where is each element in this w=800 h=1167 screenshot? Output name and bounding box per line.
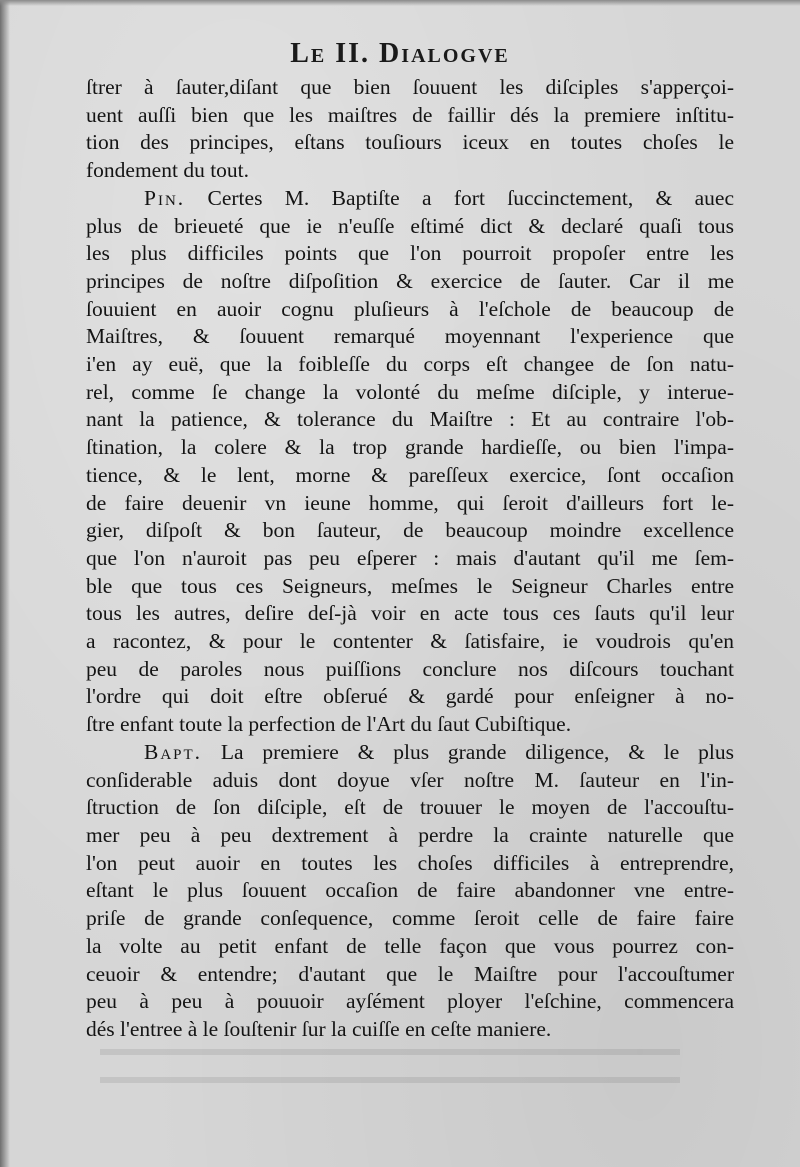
text-line-content: Certes M. Baptiſte a fort ſuccinctement, & auec: [207, 185, 734, 210]
text-line: eſtant le plus ſouuent occaſion de faire abandonner vne entre-: [86, 878, 734, 903]
paragraph: [86, 185, 734, 739]
text-line: principes de noſtre diſpoſition & exercice de ſauter. Car il me: [86, 268, 734, 293]
text-line: [86, 739, 734, 767]
text-line-content: La premiere & plus grande diligence, & le plus: [220, 739, 734, 764]
text-line: Maiſtres, & ſouuent remarqué moyennant l'experience que: [86, 324, 734, 349]
text-line: que l'on n'auroit pas peu eſperer : mais d'autant qu'il me ſem-: [86, 545, 734, 570]
speaker-label: Pin.: [144, 185, 186, 210]
speaker-label: Bapt.: [144, 739, 203, 764]
text-line: ſtre enfant toute la perfection de l'Art du ſaut Cubiſtique.: [86, 712, 572, 737]
text-line: a racontez, & pour le contenter & ſatisfaire, ie voudrois qu'en: [86, 629, 734, 654]
text-line: mer peu à peu dextrement à perdre la crainte naturelle que: [86, 822, 734, 847]
paragraph: [86, 74, 734, 185]
text-line: tous les autres, deſire deſ-jà voir en acte tous ces ſauts qu'il leur: [86, 601, 734, 626]
text-line: conſiderable aduis dont doyue vſer noſtre M. ſauteur en l'in-: [86, 767, 734, 792]
text-line: l'ordre qui doit eſtre obſerué & gardé pour enſeigner à no-: [86, 684, 734, 709]
page-top-edge-shadow: [0, 0, 800, 6]
text-line: [86, 185, 734, 213]
text-line: i'en ay euë, que la foibleſſe du corps eſt changee de ſon natu-: [86, 352, 734, 377]
text-line: gier, diſpoſt & bon ſauteur, de beaucoup moindre excellence: [86, 518, 734, 543]
text-line: ſtination, la colere & la trop grande hardieſſe, ou bien l'impa-: [86, 435, 734, 460]
text-line: dés l'entree à le ſouſtenir ſur la cuiſſe en ceſte maniere.: [86, 1016, 552, 1041]
text-line: les plus difficiles points que l'on pourroit propoſer entre les: [86, 241, 734, 266]
text-line: rel, comme ſe change la volonté du meſme diſciple, y interue-: [86, 379, 734, 404]
text-line: ſtrer à ſauter,diſant que bien ſouuent les diſciples s'apperçoi-: [86, 75, 734, 99]
text-line: ceuoir & entendre; d'autant que le Maiſtre pour l'accouſtumer: [86, 961, 734, 986]
bleed-through-shadow: ▬▬▬▬▬▬▬▬▬▬▬▬▬▬▬▬▬▬▬▬▬▬▬▬▬▬▬▬▬: [100, 1066, 680, 1088]
text-line: tience, & le lent, morne & pareſſeux exercice, ſont occaſion: [86, 462, 734, 487]
text-line: ſtruction de ſon diſciple, eſt de trouuer le moyen de l'accouſtu-: [86, 795, 734, 820]
running-head: Le II. Dialogve: [290, 38, 510, 69]
text-line: l'on peut auoir en toutes les choſes difficiles à entreprendre,: [86, 850, 734, 875]
body-text: [86, 74, 734, 1044]
text-line: peu de paroles nous puiſſions conclure nos diſcours touchant: [86, 656, 734, 681]
text-line: de faire deuenir vn ieune homme, qui ſeroit d'ailleurs fort le-: [86, 490, 734, 515]
paragraph: [86, 739, 734, 1044]
text-line: uent auſſi bien que les maiſtres de faillir dés la premiere inſtitu-: [86, 102, 734, 127]
page-left-edge-shadow: [0, 0, 10, 1167]
bleed-through-shadow: ▬▬▬▬▬▬▬▬▬▬▬▬▬▬▬▬▬▬▬▬▬▬▬▬▬▬▬▬▬: [100, 1038, 680, 1060]
text-line: priſe de grande conſequence, comme ſeroit celle de faire faire: [86, 906, 734, 931]
text-line: ble que tous ces Seigneurs, meſmes le Seigneur Charles entre: [86, 573, 734, 598]
text-line: plus de brieueté que ie n'euſſe eſtimé dict & declaré quaſi tous: [86, 213, 734, 238]
text-line: fondement du tout.: [86, 158, 250, 183]
text-line: peu à peu à pouuoir ayſément ployer l'eſchine, commencera: [86, 989, 734, 1014]
text-line: tion des principes, eſtans touſiours iceux en toutes choſes le: [86, 130, 734, 155]
text-line: nant la patience, & tolerance du Maiſtre : Et au contraire l'ob-: [86, 407, 734, 432]
text-line: la volte au petit enfant de telle façon que vous pourrez con-: [86, 933, 734, 958]
text-line: ſouuient en auoir cognu pluſieurs à l'eſchole de beaucoup de: [86, 296, 734, 321]
